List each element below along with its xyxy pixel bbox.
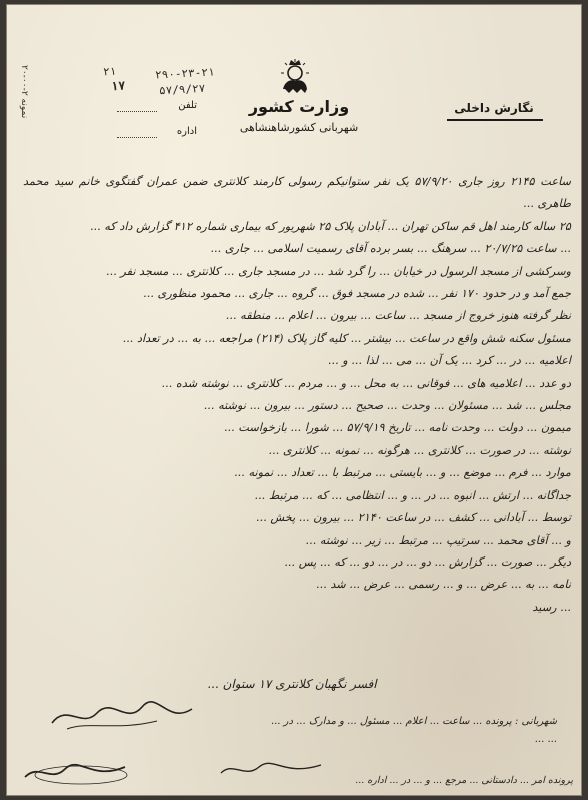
margin-number: ۲۱: [102, 64, 117, 79]
body-line: اعلامیه ... در ... کرد ... یک آن ... می ... لذا ... و ...: [327, 354, 571, 368]
body-line: موارد ... فرم ... موضع ... و ... بایستی ... مرتبط با ... تعداد ... نمونه ...: [234, 466, 571, 480]
body-line: مسئول سکنه شش واقع در ساعت ... بیشتر ... کلیه گاز پلاک (۲۱۴) مراجعه ... به ... در تعداد ...: [122, 331, 571, 345]
handwritten-date: ۵۷/۹/۲۷: [158, 81, 206, 98]
body-line: دیگر ... صورت ... گزارش ... دو ... در ... دو ... که ... پس ...: [284, 555, 571, 569]
body-line: جمع آمد و در حدود ۱۷۰ نفر ... شده در مسجد فوق ... گروه ... جاری ... محمود منظوری ...: [143, 287, 571, 301]
body-line: دو عدد ... اعلامیه های ... فوقانی ... به محل ... و ... مردم ... کلانتری ... نوشته شده ...: [161, 376, 571, 390]
footer-note: پرونده امر ... دادستانی ... مرجع ... و ... در ... اداره ...: [355, 775, 573, 786]
body-line: نامه ... به ... عرض ... و ... رسمی ... عرض ... شد ...: [316, 578, 571, 592]
body-line: نوشته ... در صورت ... کلانتری ... هرگونه ... نمونه ... کلانتری ...: [268, 443, 571, 457]
body-line: مجلس ... شد ... مسئولان ... وحدت ... صحیح ... دستور ... بیرون ... نوشته ...: [203, 399, 571, 413]
lion-and-sun-emblem-icon: [275, 59, 315, 97]
body-line: ۲۵ ساله کارمند اهل قم ساکن تهران ... آبادان پلاک ۲۵ شهریور که بیماری شماره ۴۱۲ گزارش داد که ...: [89, 219, 571, 233]
body-line: وسرکشی از مسجد الرسول در خیابان ... را گرد شد ... در مسجد جاری ... کلانتری ... مسجد نفر ...: [106, 264, 571, 278]
letterhead: [7, 5, 581, 155]
phone-line: [117, 111, 157, 112]
notes-line: شهربانی : پرونده ... ساعت ... اعلام ... مسئول ... و مدارک ... در ...: [270, 716, 557, 727]
body-line: توسط ... آبادانی ... کشف ... در ساعت ۲۱۴۰ ... بیرون ... پخش ...: [256, 511, 571, 525]
phone-label: تلفن: [178, 100, 197, 111]
report-type-label: نگارش داخلی: [454, 101, 534, 115]
body-line: ساعت ۲۱۴۵ روز جاری ۵۷/۹/۲۰ یک نفر ستوانیکم رسولی کارمند کلانتری ضمن عمران گفتگوی خانم سید محمد طاهری ...: [23, 175, 571, 211]
notes-line: ... ...: [534, 734, 557, 745]
document-sheet: [6, 4, 582, 796]
body-line: میمون ... دولت ... وحدت نامه ... تاریخ ۵۷/۹/۱۹ ... شورا ... بازخواست ...: [223, 421, 571, 435]
ministry-subtitle: شهربانی کشورشاهنشاهی: [239, 121, 359, 134]
handwritten-number: ۲۹۰-۲۳-۲۱: [154, 65, 215, 82]
notes-block: [37, 713, 557, 749]
ministry-title: وزارت کشور: [248, 97, 350, 116]
body-line: نظر گرفته هنوز خروج از مسجد ... ساعت ... بیرون ... اعلام ... منطقه ...: [225, 309, 571, 323]
officer-signature-line: افسر نگهبان کلانتری ۱۷ ستوان ...: [207, 677, 377, 691]
body-line: جداگانه ... ارتش ... انبوه ... در ... و ... انتظامی ... که ... مرتبط ...: [254, 488, 571, 502]
handwritten-report-body: [23, 171, 571, 619]
body-line: ... رسید: [532, 600, 571, 614]
body-line: ... ساعت ۲۰/۷/۲۵ ... سرهنگ ... بسر برده آقای رسمیت اسلامی ... جاری ...: [210, 242, 571, 256]
office-label: اداره: [176, 126, 197, 137]
report-type-underline: [447, 119, 543, 121]
margin-fraction: ۱۷: [110, 78, 126, 94]
office-line: [117, 137, 157, 138]
form-code: نمونه ۲-۰۰-۲۰: [19, 65, 29, 119]
body-line: و ... آقای محمد ... سرتیپ ... مرتبط ... زیر ... نوشته ...: [305, 533, 571, 547]
